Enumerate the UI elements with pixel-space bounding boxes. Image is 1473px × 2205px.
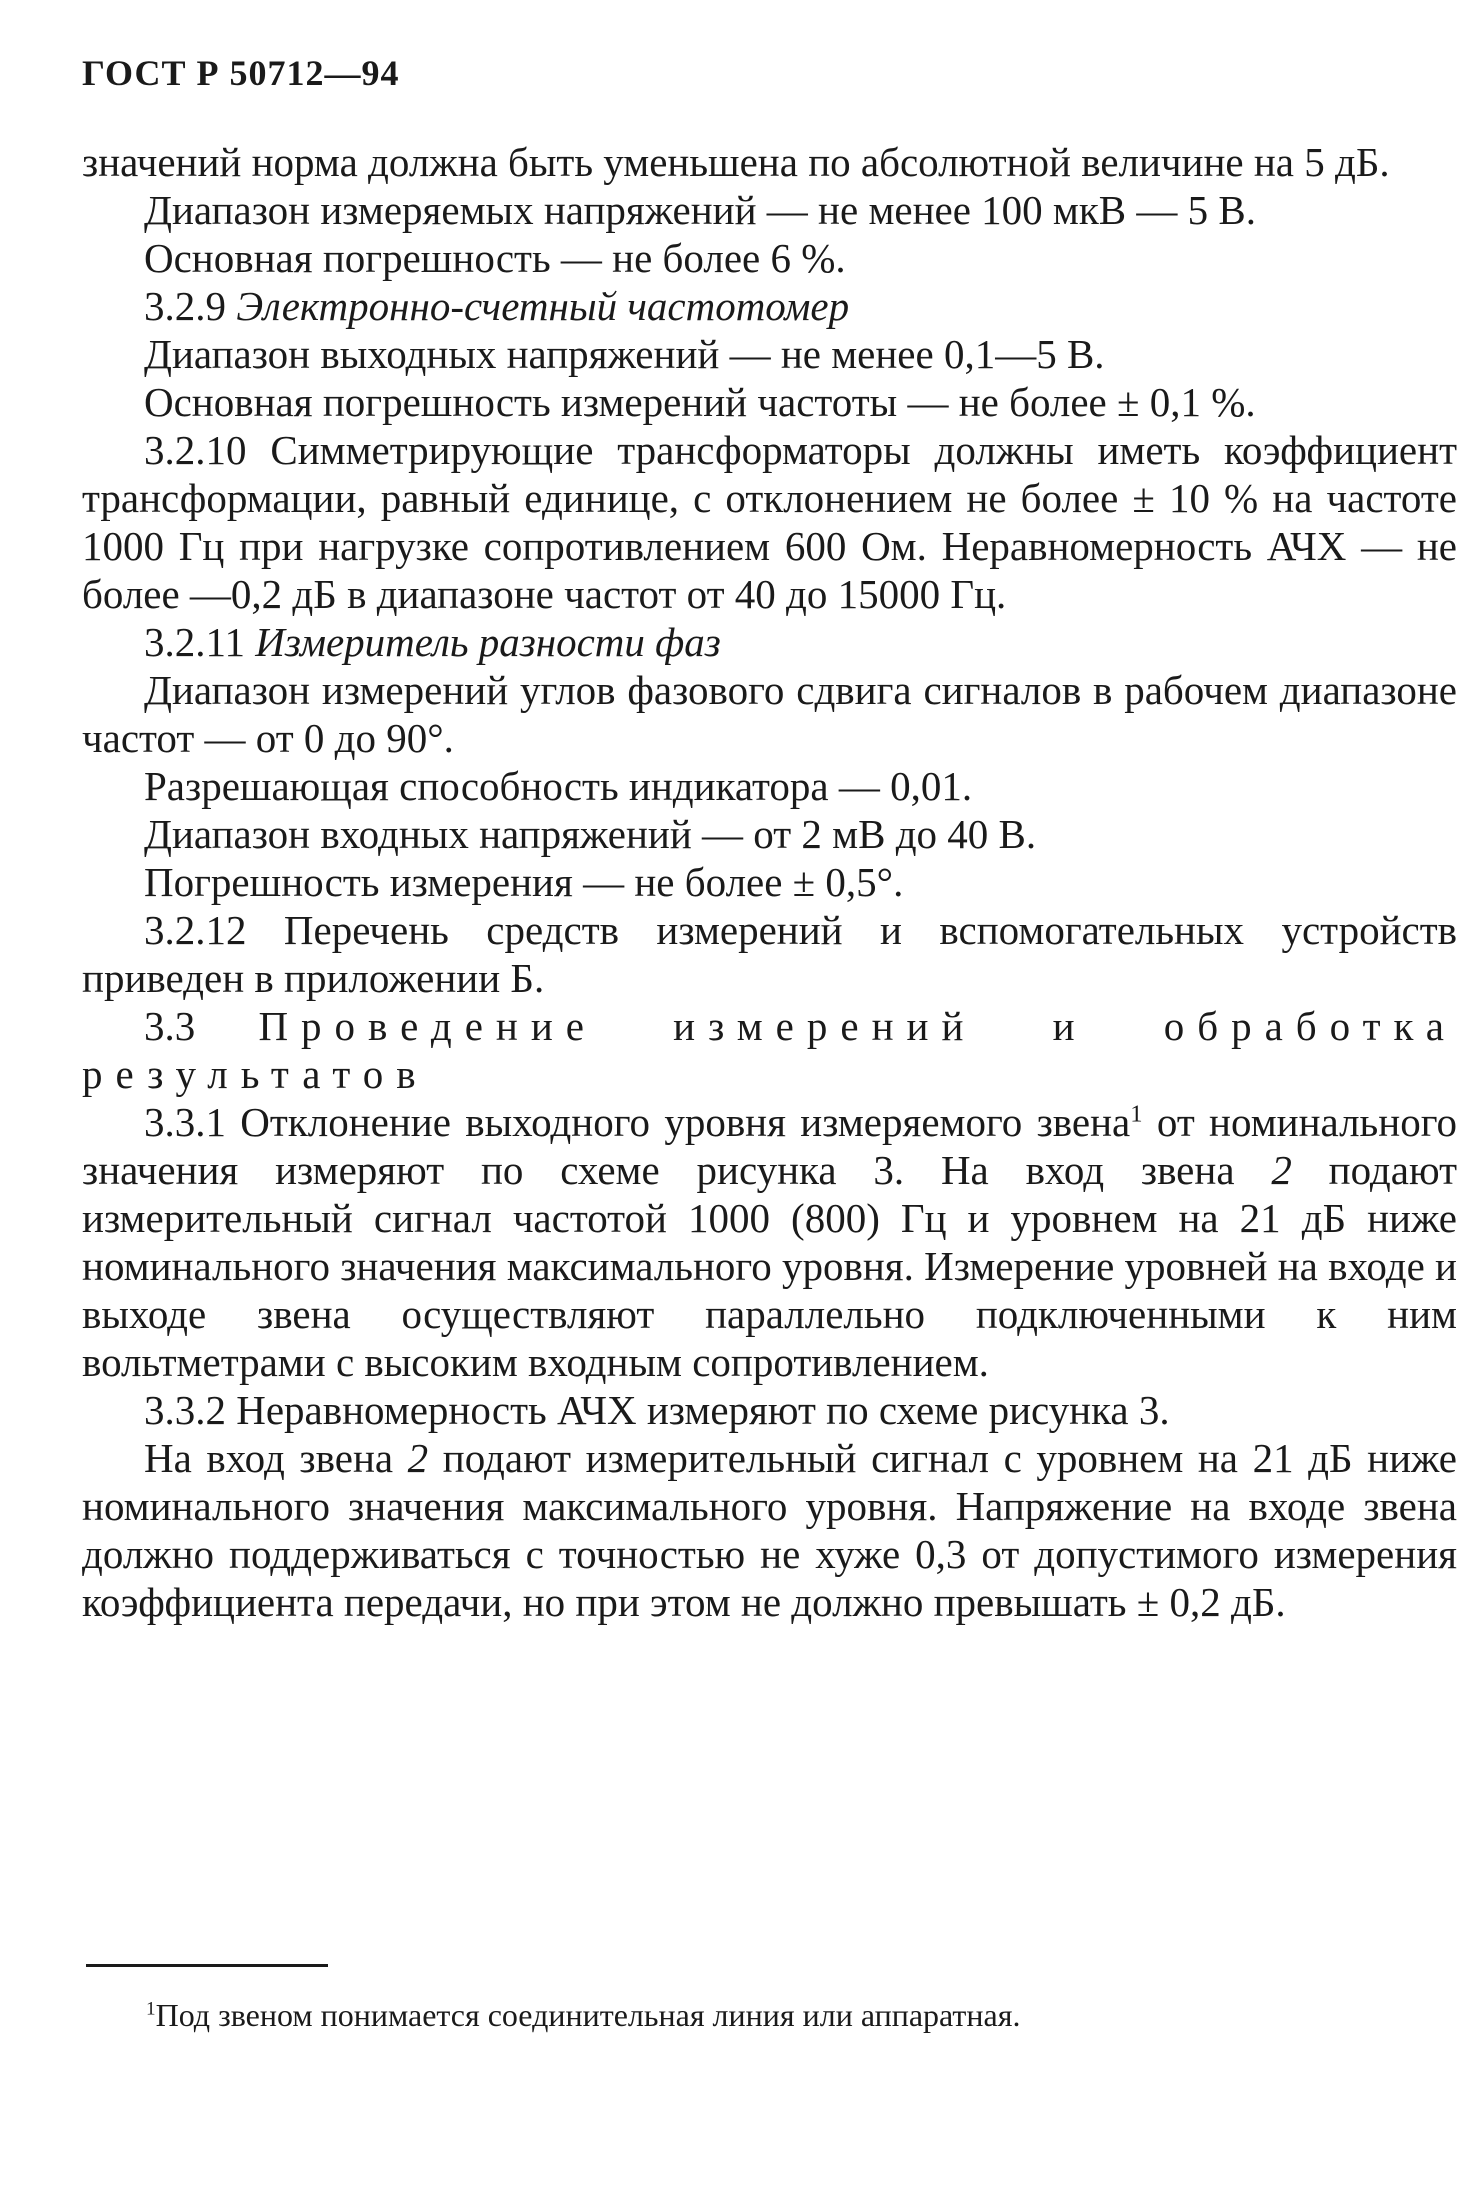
paragraph: Диапазон выходных напряжений — не менее 0,1—5 В. [144, 331, 1105, 377]
section-number: 3.2.9 [144, 283, 226, 329]
footnote-divider [86, 1964, 328, 1967]
paragraph: 3.2.12 Перечень средств измерений и вспомогательных устройств приведен в приложении Б. [82, 907, 1457, 1001]
section-heading [82, 1002, 1457, 1098]
paragraph: Диапазон измерений углов фазового сдвига сигналов в рабочем диапазоне частот — от 0 до 90°. [82, 667, 1457, 761]
paragraph: 3.3.1 Отклонение выходного уровня измеряемого звена$^1$ от номинального значения измеряют по схеме рисунка 3. На вход звена 2 подают измерительный сигнал частотой 1000 (800) Гц и уровнем на 21 дБ ниже номинального значения максимального уровня. Измерение уровней на входе и выходе звена осуществляют параллельно подключенными к ним вольтметрами с высоким входным сопротивлением. [82, 1099, 1457, 1385]
paragraph: Диапазон входных напряжений — от 2 мВ до 40 В. [144, 811, 1037, 857]
body-text [82, 138, 1457, 1626]
section-heading [82, 282, 1457, 330]
section-title: Измеритель разности фаз [255, 619, 721, 665]
paragraph: Погрешность измерения — не более ± 0,5°. [144, 859, 904, 905]
standard-header: ГОСТ Р 50712—94 [82, 53, 400, 93]
footnote-mark: 1 [146, 1998, 156, 2020]
section-number: 3.2.11 [144, 619, 245, 665]
paragraph: Разрешающая способность индикатора — 0,01. [144, 763, 973, 809]
paragraph: Основная погрешность — не более 6 %. [144, 235, 846, 281]
section-title: Проведение измерений и обработка результатов [82, 1003, 1458, 1097]
paragraph: 3.3.2 Неравномерность АЧХ измеряют по схеме рисунка 3. [144, 1387, 1170, 1433]
footnote [146, 1996, 1020, 2034]
footnote-text: Под звеном понимается соединительная линия или аппаратная. [155, 1997, 1021, 2033]
footnote-ref: 1 [1130, 1100, 1143, 1128]
section-heading [82, 618, 1457, 666]
paragraph: 3.2.10 Симметрирующие трансформаторы должны иметь коэффициент трансформации, равный единице, с отклонением не более ± 10 % на частоте 1000 Гц при нагрузке сопротивлением 600 Ом. Неравномерность АЧХ — не более —0,2 дБ в диапазоне частот от 40 до 15000 Гц. [82, 427, 1457, 617]
paragraph: На вход звена 2 подают измерительный сигнал с уровнем на 21 дБ ниже номинального значения максимального уровня. Напряжение на входе звена должно поддерживаться с точностью не хуже 0,3 от допустимого измерения коэффициента передачи, но при этом не должно превышать ± 0,2 дБ. [82, 1435, 1457, 1625]
paragraph: значений норма должна быть уменьшена по абсолютной величине на 5 дБ. [82, 139, 1390, 185]
section-number: 3.3 [144, 1003, 196, 1049]
paragraph: Диапазон измеряемых напряжений — не менее 100 мкВ — 5 В. [144, 187, 1256, 233]
paragraph: Основная погрешность измерений частоты — не более ± 0,1 %. [144, 379, 1256, 425]
section-title: Электронно-счетный частотомер [236, 283, 850, 329]
